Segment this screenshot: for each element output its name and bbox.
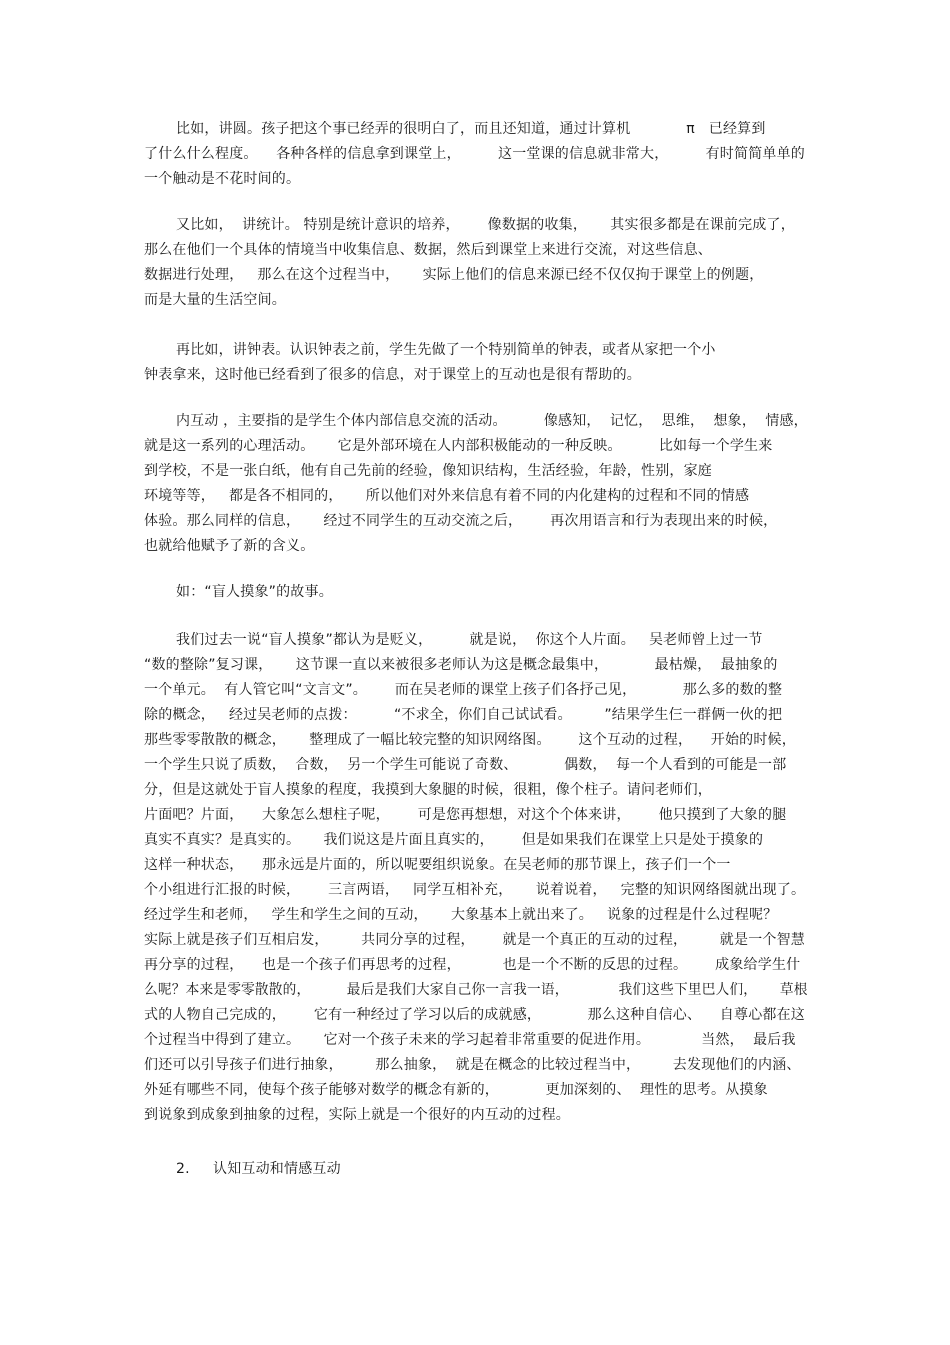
text-line: 也就给他赋予了新的含义。 — [144, 538, 315, 554]
text-line: 到说象到成象到抽象的过程，实际上就是一个很好的内互动的过程。 — [144, 1107, 570, 1123]
text-line: 个过程当中得到了建立。 它对一个孩子未来的学习起着非常重要的促进作用。 当然， 最后我 — [144, 1032, 796, 1048]
text-line: 体验。那么同样的信息， 经过不同学生的互动交流之后， 再次用语言和行为表现出来的时候， — [144, 513, 778, 529]
text-line: 再分享的过程， 也是一个孩子们再思考的过程， 也是一个不断的反思的过程。 成象给学生什 — [144, 957, 801, 973]
text-line: 环境等等， 都是各不相同的， 所以他们对外来信息有着不同的内化建构的过程和不同的情感 — [144, 488, 750, 504]
text-line: 如：“盲人摸象”的故事。 — [176, 584, 333, 600]
text-line: 们还可以引导孩子们进行抽象， 那么抽象， 就是在概念的比较过程当中， 去发现他们的内涵、 — [144, 1057, 801, 1073]
text-line: 再比如，讲钟表。认识钟表之前，学生先做了一个特别简单的钟表，或者从家把一个小 — [176, 342, 716, 358]
text-line: 真实不真实？是真实的。 我们说这是片面且真实的， 但是如果我们在课堂上只是处于摸象的 — [144, 832, 764, 848]
section-heading: 2. 认知互动和情感互动 — [176, 1161, 341, 1177]
text-line: 个小组进行汇报的时候， 三言两语， 同学互相补充， 说着说着， 完整的知识网络图就出现了。 — [144, 882, 806, 898]
text-line: 又比如， 讲统计。 特别是统计意识的培养， 像数据的收集， 其实很多都是在课前完成了， — [176, 217, 795, 233]
text-line: 片面吧？片面， 大象怎么想柱子呢， 可是您再想想，对这个个体来讲， 他只摸到了大象的腿 — [144, 807, 787, 823]
text-line: 实际上就是孩子们互相启发， 共同分享的过程， 就是一个真正的互动的过程， 就是一个智慧 — [144, 932, 806, 948]
text-line: 么呢？本来是零零散散的， 最后是我们大家自己你一言我一语， 我们这些下里巴人们， 草根 — [144, 982, 808, 998]
text-line: 这样一种状态， 那永远是片面的，所以呢要组织说象。在吴老师的那节课上，孩子们一个一 — [144, 857, 731, 873]
text-line: 比如，讲圆。孩子把这个事已经弄的很明白了，而且还知道，通过计算机 π 已经算到 — [176, 121, 766, 137]
text-line: 一个触动是不花时间的。 — [144, 171, 301, 187]
text-line: 而是大量的生活空间。 — [144, 292, 286, 308]
text-line: 钟表拿来，这时他已经看到了很多的信息，对于课堂上的互动也是很有帮助的。 — [144, 367, 641, 383]
text-line: 内互动 ，主要指的是学生个体内部信息交流的活动。 像感知， 记忆， 思维， 想象， 情感， — [176, 413, 808, 429]
text-line: 了什么什么程度。 各种各样的信息拿到课堂上， 这一堂课的信息就非常大， 有时简简单单的 — [144, 146, 806, 162]
text-line: 数据进行处理， 那么在这个过程当中， 实际上他们的信息来源已经不仅仅拘于课堂上的例题， — [144, 267, 764, 283]
text-line: 到学校，不是一张白纸，他有自己先前的经验，像知识结构，生活经验，年龄，性别，家庭 — [144, 463, 712, 479]
text-line: 我们过去一说“盲人摸象”都认为是贬义， 就是说， 你这个人片面。 吴老师曾上过一节 — [176, 632, 763, 648]
text-line: 经过学生和老师， 学生和学生之间的互动， 大象基本上就出来了。 说象的过程是什么过程呢？ — [144, 907, 778, 923]
text-line: 那些零零散散的概念， 整理成了一幅比较完整的知识网络图。 这个互动的过程， 开始的时候， — [144, 732, 796, 748]
text-line: 那么在他们一个具体的情境当中收集信息、数据，然后到课堂上来进行交流，对这些信息、 — [144, 242, 712, 258]
text-line: 分，但是这就处于盲人摸象的程度，我摸到大象腿的时候，很粗，像个柱子。请问老师们， — [144, 782, 712, 798]
text-line: 一个单元。 有人管它叫“文言文”。 而在吴老师的课堂上孩子们各抒己见， 那么多的数的整 — [144, 682, 783, 698]
text-line: “数的整除”复习课， 这节课一直以来被很多老师认为这是概念最集中， 最枯燥， 最抽象的 — [144, 657, 778, 673]
text-line: 外延有哪些不同，使每个孩子能够对数学的概念有新的， 更加深刻的、 理性的思考。从摸象 — [144, 1082, 768, 1098]
text-line: 式的人物自己完成的， 它有一种经过了学习以后的成就感， 那么这种自信心、 自尊心都在这 — [144, 1007, 806, 1023]
text-line: 就是这一系列的心理活动。 它是外部环境在人内部积极能动的一种反映。 比如每一个学生来 — [144, 438, 773, 454]
text-line: 除的概念， 经过吴老师的点拨： “不求全，你们自己试试看。 ”结果学生仨一群俩一伙的把 — [144, 707, 783, 723]
text-line: 一个学生只说了质数， 合数， 另一个学生可能说了奇数、 偶数， 每一个人看到的可能是一部 — [144, 757, 787, 773]
